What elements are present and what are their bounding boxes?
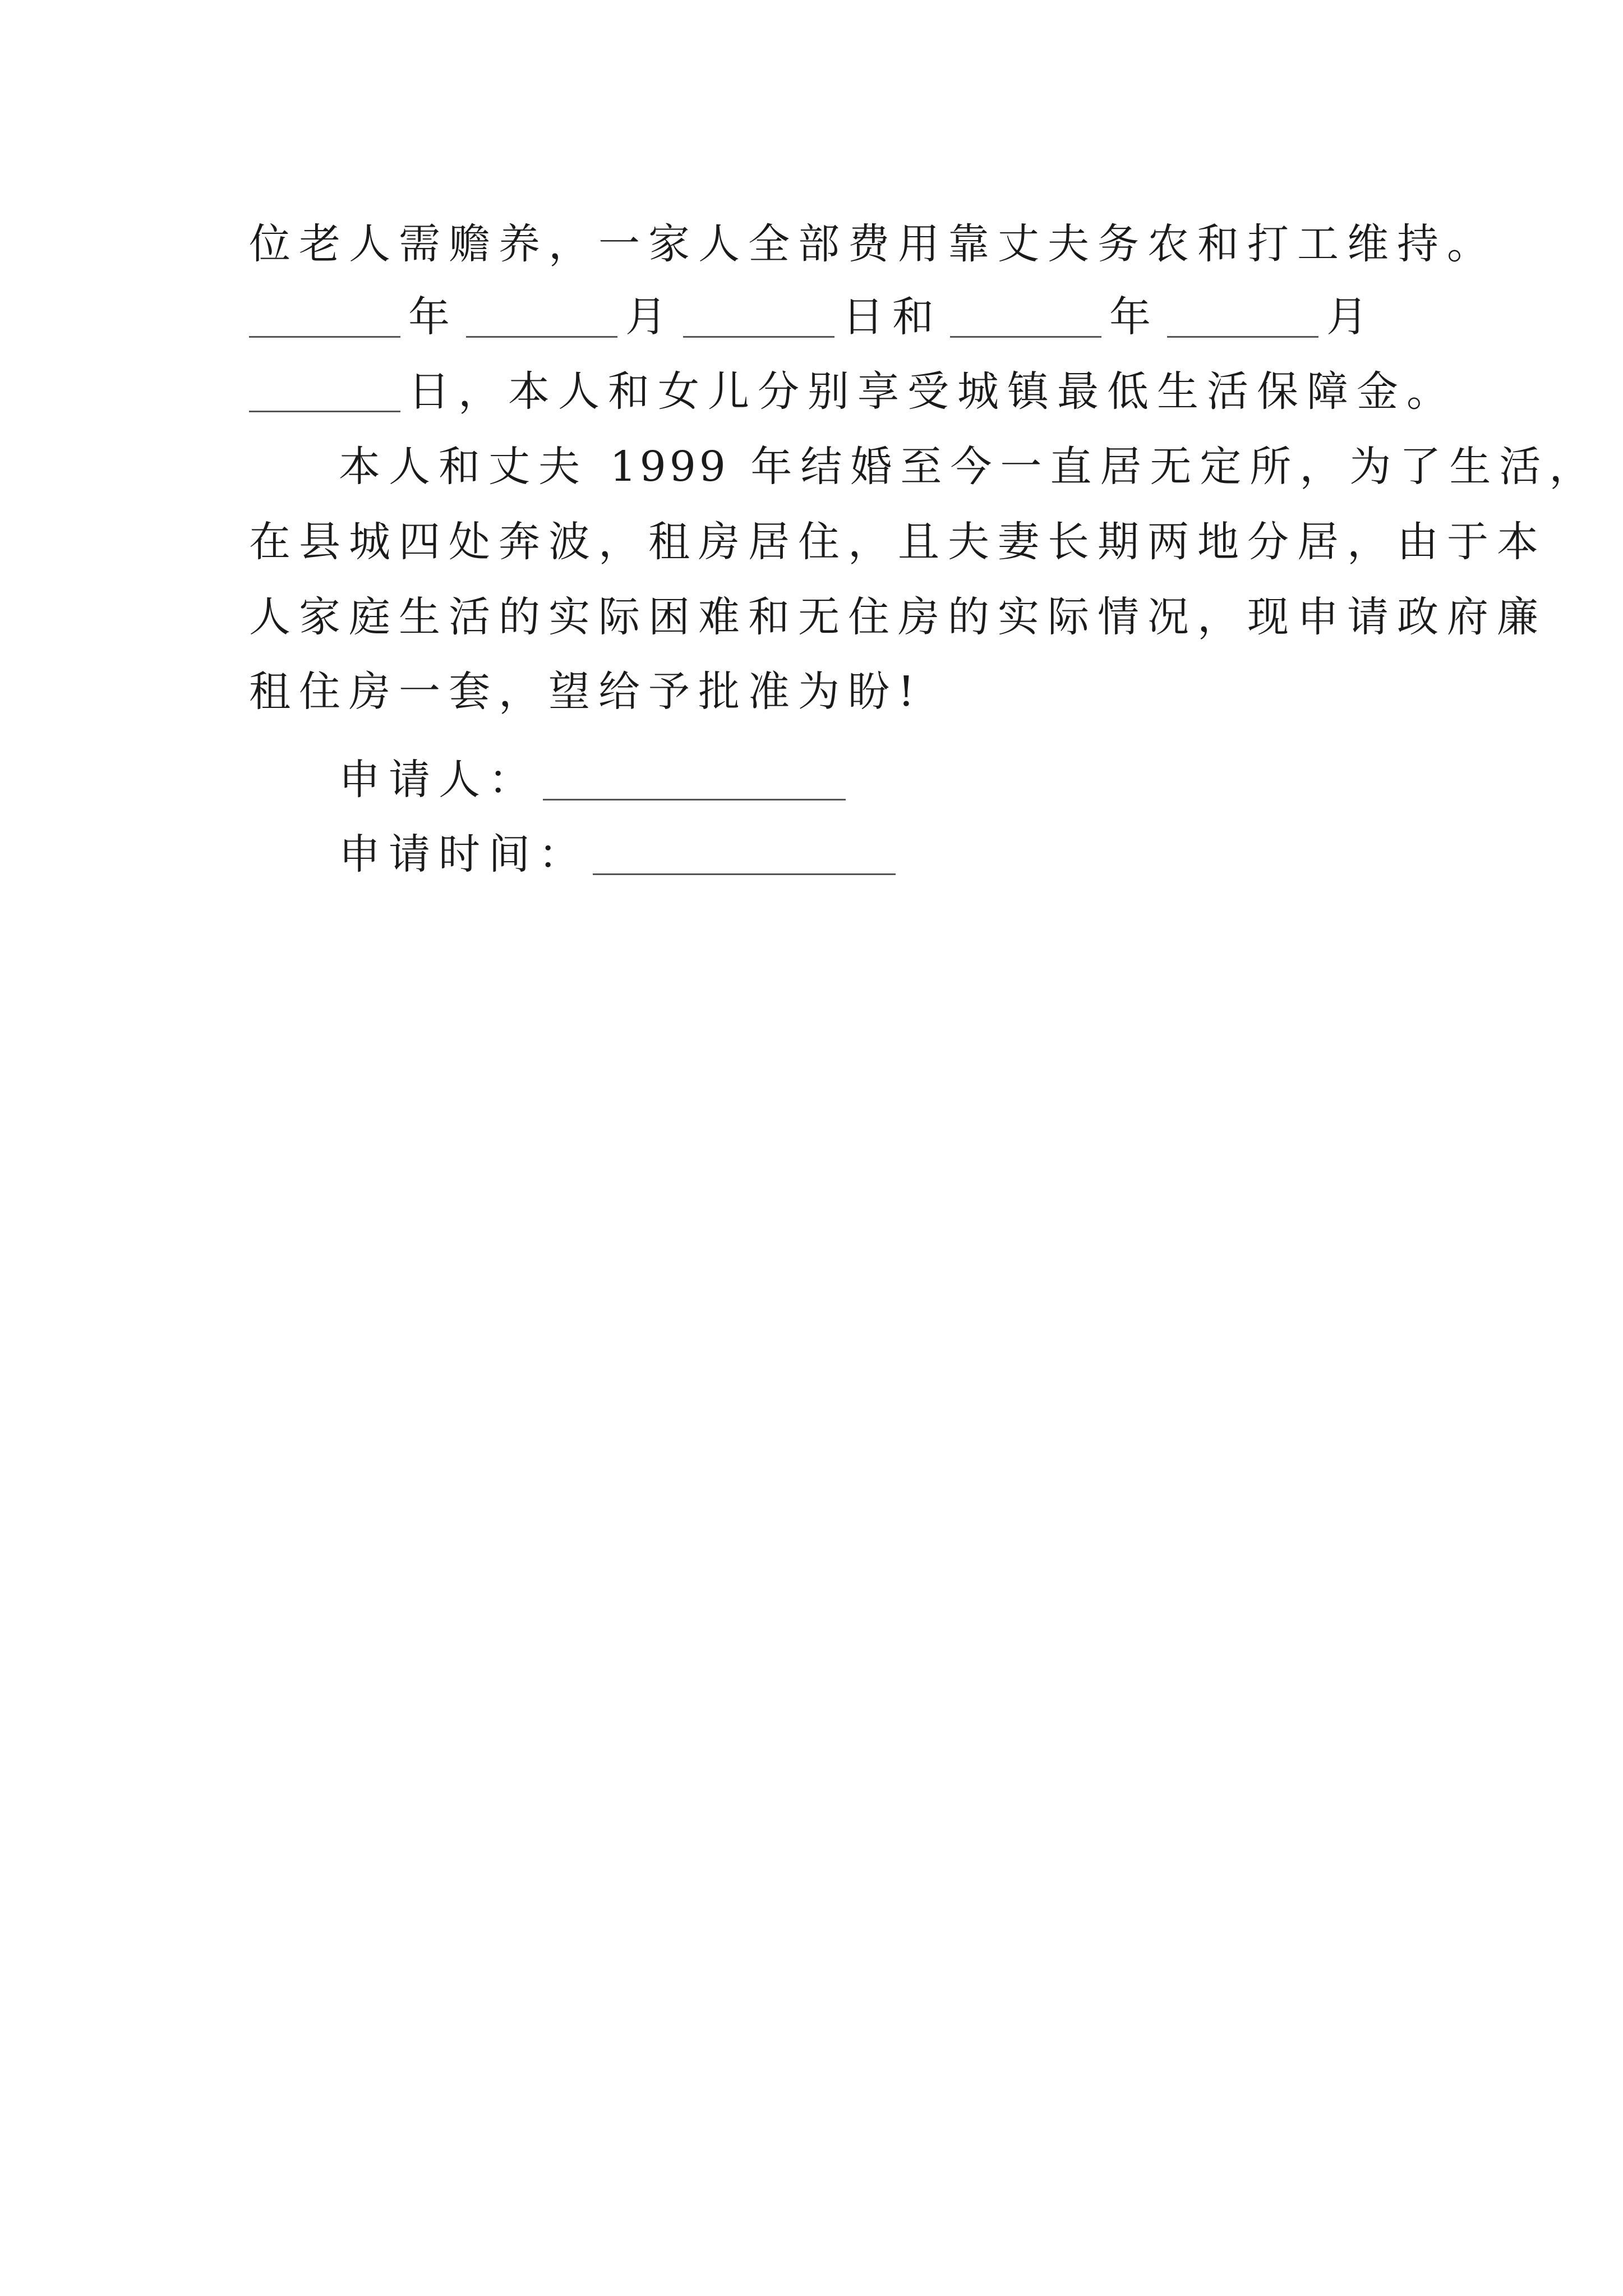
applicant-blank[interactable] bbox=[543, 757, 846, 800]
text-line-1 bbox=[249, 216, 1497, 272]
paragraph-2-line-4 bbox=[249, 664, 1399, 720]
paragraph-2-line-3 bbox=[249, 589, 1547, 645]
text-line-1-content: 位老人需赡养，一家人全部费用靠丈夫务农和打工维持。 bbox=[249, 220, 1497, 268]
application-date-line bbox=[339, 826, 1488, 882]
year-label-2: 年 bbox=[1109, 293, 1159, 341]
paragraph-2-line-2-content: 在县城四处奔波，租房居住，且夫妻长期两地分居，由于本 bbox=[249, 518, 1547, 566]
paragraph-2-line-3-content: 人家庭生活的实际困难和无住房的实际情况，现申请政府廉 bbox=[249, 593, 1547, 641]
month-blank-1[interactable] bbox=[466, 295, 617, 338]
paragraph-2-line-1-end: 年结婚至今一直居无定所，为了生活， bbox=[750, 443, 1599, 491]
year-blank-2[interactable] bbox=[950, 295, 1101, 338]
month-label-2: 月 bbox=[1326, 293, 1376, 341]
paragraph-2-line-1 bbox=[339, 439, 1599, 495]
paragraph-2-line-2 bbox=[249, 514, 1547, 570]
marriage-year: 1999 bbox=[610, 443, 729, 491]
year-blank-1[interactable] bbox=[249, 295, 400, 338]
day-blank-2[interactable] bbox=[249, 369, 400, 412]
day-blank-1[interactable] bbox=[683, 295, 834, 338]
application-date-blank[interactable] bbox=[593, 832, 896, 875]
month-label-1: 月 bbox=[625, 293, 675, 341]
application-date-label: 申请时间： bbox=[339, 830, 588, 878]
day-label-1: 日和 bbox=[842, 293, 942, 341]
paragraph-2-line-1-start: 本人和丈夫 bbox=[339, 443, 588, 491]
date-line-2 bbox=[249, 364, 1456, 420]
applicant-label: 申请人： bbox=[339, 756, 538, 804]
year-label-1: 年 bbox=[408, 293, 458, 341]
date-line-1 bbox=[249, 289, 1399, 345]
date-line-2-content: 日，本人和女儿分别享受城镇最低生活保障金。 bbox=[408, 367, 1456, 416]
month-blank-2[interactable] bbox=[1167, 295, 1318, 338]
applicant-line bbox=[339, 752, 1488, 808]
paragraph-2-line-4-content: 租住房一套，望给予批准为盼! bbox=[249, 668, 923, 716]
